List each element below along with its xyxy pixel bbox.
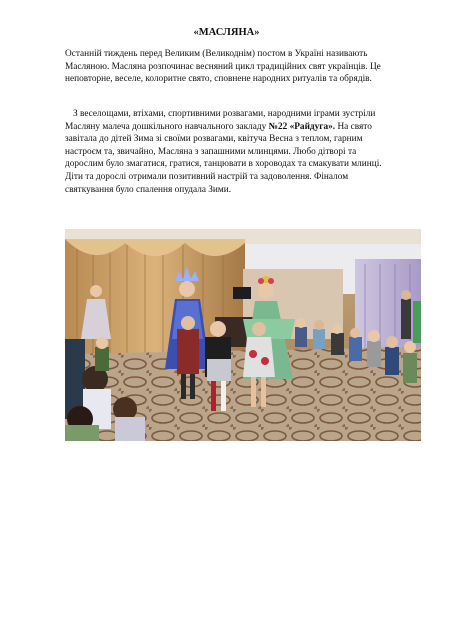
kindergarten-name: №22 «Райдуга». (268, 121, 336, 132)
event-photo (65, 229, 421, 441)
document-title: «МАСЛЯНА» (193, 27, 260, 38)
paragraph-text-end: На свято завітала до дітей Зима зі своїми розвагами, квітуча Весна з теплом, гарним настроєм та, звичайно, Масляна з запашними млинцями. Любо дітворі та дорослим було змагатися, гратися, танцювати в хороводах та смакувати млинці. Діти та дорослі отримали позитивний настрій та задоволення. Фіналом святкування було спалення опудала Зими. (65, 121, 382, 195)
paragraph-celebration (65, 108, 395, 196)
paragraph-text-start: З веселощами, втіхами, спортивними розвагами, народними іграми зустріли Масляну малеча дошкільного навчального закладу (65, 109, 376, 132)
paragraph-intro: Останній тиждень перед Великим (Великоднім) постом в Україні називають Масляною. Масляна розпочинає весняний цикл традиційних свят українців. Це неповторне, веселе, колоритне свято, сповнене народних ритуалів та обрядів. (65, 49, 381, 85)
